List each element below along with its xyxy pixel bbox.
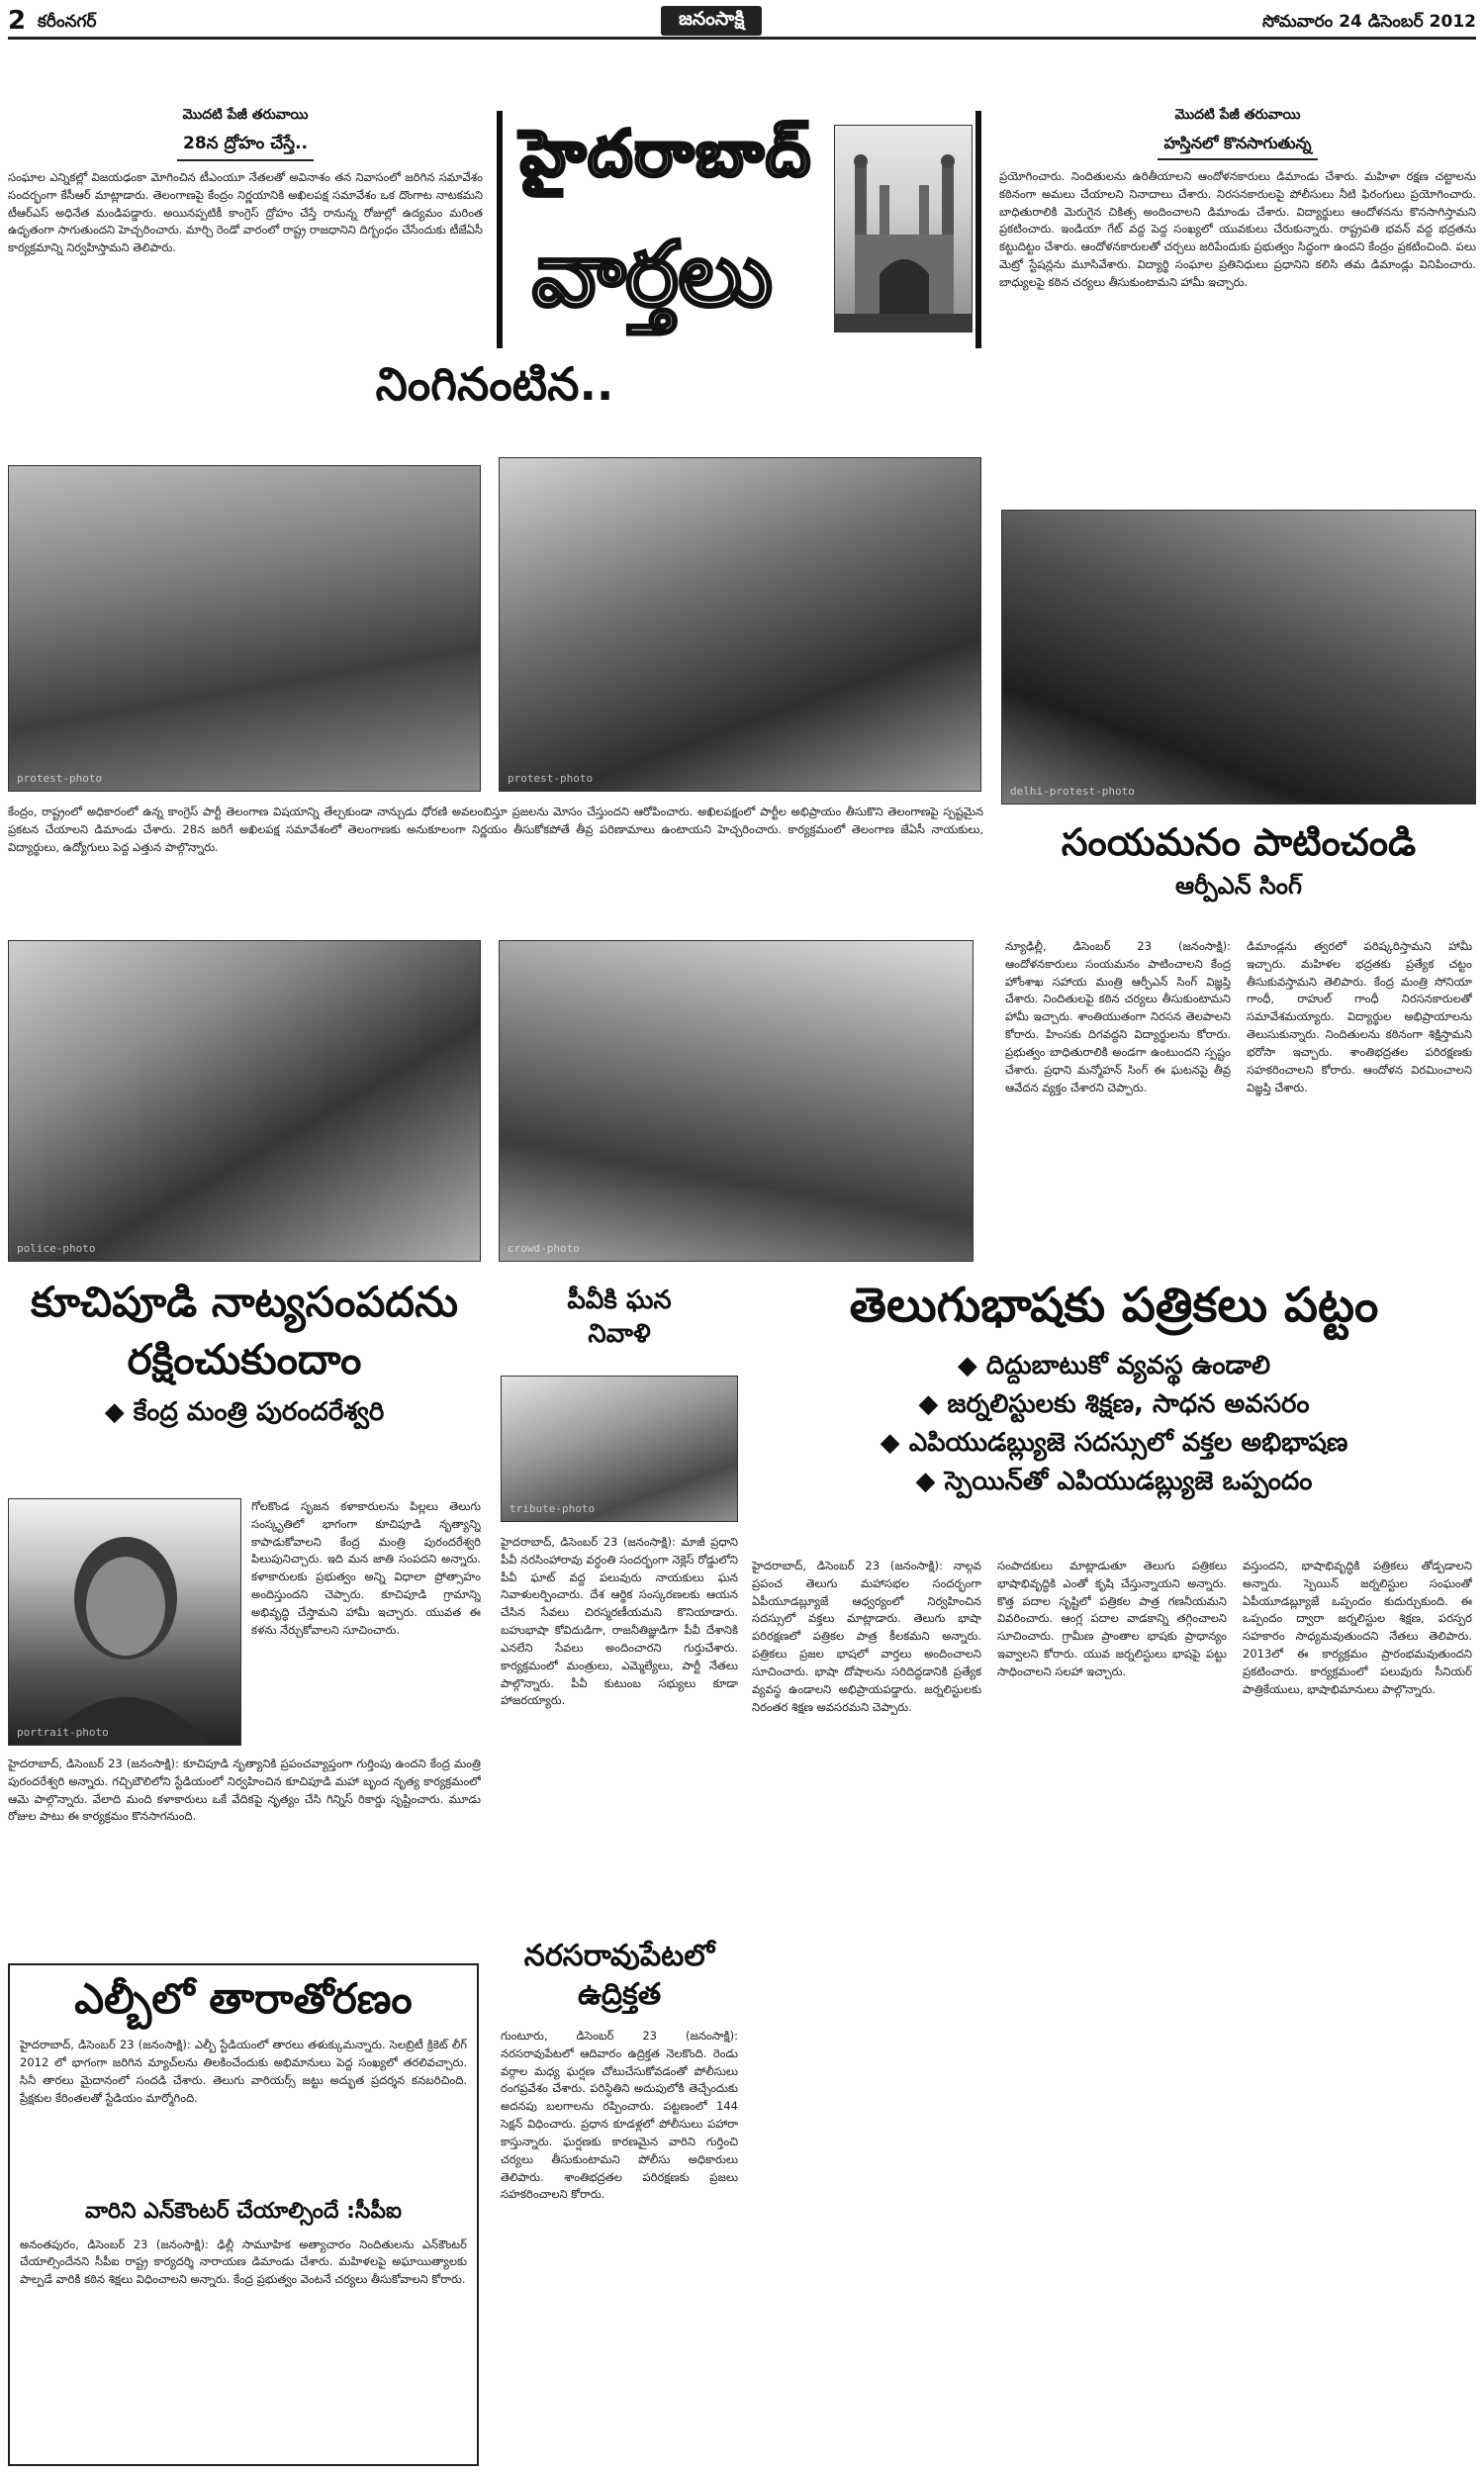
hyderabad-news-banner [497,111,981,348]
tribute-photo [501,1376,738,1522]
story-telugu [752,1279,1476,2466]
banner-title-line1: హైదరాబాద్ [520,117,813,191]
charminar-photo [834,125,973,333]
story-body: హైదరాబాద్, డిసెంబర్ 23 (జనంసాక్షి): ఎల్బీ స్టేడియంలో తారలు తళుక్కుమన్నారు. సెలబ్రిటీ క్రికెట్ లీగ్ 2012 లో భాగంగా జరిగిన మ్యాచ్‌లను తిలకించేందుకు అభిమానులు పెద్ద సంఖ్యలో తరలివచ్చారు. సినీ తారలు మైదానంలో సందడి చేశారు. తెలుగు వారియర్స్ జట్టు అద్భుత ప్రదర్శన కనబరిచింది. ప్రేక్షకుల కేరింతలతో స్టేడియం మార్మోగింది. [20,2038,467,2105]
story-body: సంఘాల ఎన్నికల్లో విజయఢంకా మోగించిన టీఎంయూ నేతలతో అవినాశం తన నివాసంలో జరిగిన సమావేశం సందర్భంగా కేసీఆర్ మాట్లాడారు. తెలంగాణపై కేంద్రం నిర్ణయానికి అఖిలపక్ష సమావేశం ఒక దొంగాట నాటకమని టీఆర్ఎస్ అధినేత మండిపడ్డారు. అయినప్పటికీ కాంగ్రెస్ ద్రోహం చేస్తే రానున్న రోజుల్లో ఉద్యమం మరింత ఉధృతంగా సాగుతుందని హెచ్చరించారు. మార్చి రెండో వారంలో రాష్ట్ర రాజధానిని దిగ్బంధం చేసేందుకు టీజేఏసీ కార్యక్రమాన్ని నిర్వహిస్తామని తెలిపారు. [8,170,483,255]
protest-photo [499,457,981,792]
section-name: కరీంనగర్ [38,12,97,32]
story-body-col1: హైదరాబాద్, డిసెంబర్ 23 (జనంసాక్షి): నాల్గవ ప్రపంచ తెలుగు మహాసభల సందర్భంగా ఏపీయూడబ్ల్యూజే ఆధ్వర్యంలో నిర్వహించిన సదస్సులో వక్తలు మాట్లాడారు. తెలుగు భాషా పరిరక్షణలో పత్రికల పాత్ర కీలకమని అన్నారు. పత్రికలు ప్రజల భాషలో వార్తలు అందించాలని సూచించారు. భాషా దోషాలను సరిదిద్దడానికి ప్రత్యేక వ్యవస్థ ఉండాలని అభిప్రాయపడ్డారు. జర్నలిస్టులకు నిరంతర శిక్షణ అవసరమని చెప్పారు. [752,1559,981,1714]
continued-kicker: మొదటి పేజీ తరువాయి [182,107,309,123]
issue-date: సోమవారం 24 డిసెంబర్ 2012 [1262,12,1476,32]
story-pv [501,1286,738,1920]
paper-logo [661,6,762,36]
story-bullets [752,1347,1476,1501]
masthead [8,6,1476,40]
photo-label: delhi-protest-photo [1010,785,1135,798]
portrait-photo [8,1498,241,1746]
story-headline-line2: రక్షించుకుందాం [127,1335,362,1384]
story-headline-line1: నరసరావుపేటలో [523,1939,715,1973]
story-body-col2: డిమాండ్లను త్వరలో పరిష్కరిస్తామని హామీ ఇచ్చారు. మహిళల భద్రతకు ప్రత్యేక చట్టం తీసుకువస్తామని తెలిపారు. కేంద్ర మంత్రి సోనియా గాంధీ, రాహుల్ గాంధీ నిరసనకారులతో సమావేశమయ్యారు. విద్యార్థుల అభిప్రాయాలను తెలుసుకున్నారు. నిందితులను కఠినంగా శిక్షిస్తామని భరోసా ఇచ్చారు. శాంతిభద్రతల పరిరక్షణకు సహకరించాలని కోరారు. ఆందోళన విరమించాలని విజ్ఞప్తి చేశారు. [1247,939,1472,1094]
story-headline-line1: కూచిపూడి నాట్యసంపదను [31,1278,458,1326]
story-bullet: ◆ స్పెయిన్‌తో ఎపియుడబ్ల్యుజె ఒప్పందం [915,1467,1313,1497]
protest-photo [8,465,481,792]
story-headline: తెలుగుభాషకు పత్రికలు పట్టం [849,1278,1379,1333]
delhi-protest-photo [1001,510,1476,805]
story-body: ప్రయోగించారు. నిందితులను ఉరితీయాలని ఆందోళనకారులు డిమాండు చేశారు. మహిళా రక్షణ చట్టాలను కఠినంగా అమలు చేయాలని నినాదాలు చేశారు. నిరసనకారులపై పోలీసులు నీటి ఫిరంగులు ప్రయోగించారు. బాధితురాలికి మెరుగైన చికిత్స అందించాలని డిమాండు చేశారు. విద్యార్థులు ఆందోళనను కొనసాగిస్తామని ప్రకటించారు. ఇండియా గేట్ వద్ద పెద్ద సంఖ్యలో యువకులు చేరుకున్నారు. రాష్ట్రపతి భవన్ వద్ద భద్రతను కట్టుదిట్టం చేశారు. ఆందోళనకారులతో చర్చలు జరిపేందుకు ప్రభుత్వం సిద్ధంగా ఉందని కేంద్రం ప్రకటించింది. పలు మెట్రో స్టేషన్లను మూసివేశారు. విద్యార్థి సంఘాల ప్రతినిధులు ప్రధానిని కలిసి తమ డిమాండ్లు వినిపించారు. బాధ్యులపై కఠిన చర్యలు తీసుకుంటామని హామీ ఇచ్చారు. [999,169,1476,289]
story-headline-line2: నివాళి [588,1318,651,1349]
story-subhead: వారిని ఎన్‌కౌంటర్ చేయాల్సిందే :సీపీఐ [84,2199,403,2225]
story-body-2: అనంతపురం, డిసెంబర్ 23 (జనంసాక్షి): ఢిల్లీ సామూహిక అత్యాచారం నిందితులను ఎన్‌కౌంటర్ చేయాల్సిందేనని సీపీఐ రాష్ట్ర కార్యదర్శి నారాయణ డిమాండు చేశారు. మహిళలపై అఘాయిత్యాలకు పాల్పడే వారికి కఠిన శిక్షలు విధించాలని అన్నారు. కేంద్ర ప్రభుత్వం వెంటనే చర్యలు తీసుకోవాలని కోరారు. [20,2236,467,2287]
photo-caption: కేంద్రం, రాష్ట్రంలో అధికారంలో ఉన్న కాంగ్రెస్ పార్టీ తెలంగాణ విషయాన్ని తేల్చకుండా నాన్చుడు ధోరణి అవలంబిస్తూ ప్రజలను మోసం చేస్తుందని ఆరోపించారు. అఖిలపక్షంలో పార్టీల అభిప్రాయం తీసుకొని తెలంగాణపై స్పష్టమైన ప్రకటన చేయాలని డిమాండు చేశారు. 28న జరిగే అఖిలపక్ష సమావేశంలో తెలంగాణకు అనుకూలంగా నిర్ణయం తీసుకోకపోతే తీవ్ర పరిణామాలు ఉంటాయని హెచ్చరించారు. కార్యక్రమంలో తెలంగాణ జేఏసీ నాయకులు, విద్యార్థులు, ఉద్యోగులు పెద్ద ఎత్తున పాల్గొన్నారు. [8,805,983,854]
story-body-main: హైదరాబాద్, డిసెంబర్ 23 (జనంసాక్షి): కూచిపూడి నృత్యానికి ప్రపంచవ్యాప్తంగా గుర్తింపు ఉందని కేంద్ర మంత్రి పురందరేశ్వరి అన్నారు. గచ్చిబౌలిలోని స్టేడియంలో నిర్వహించిన కూచిపూడి మహా బృంద నృత్య కార్యక్రమంలో ఆమె పాల్గొన్నారు. వేలాది మంది కళాకారులు ఒకే వేదికపై నృత్యం చేసి గిన్నిస్ రికార్డు సృష్టించారు. మూడు రోజుల పాటు ఈ కార్యక్రమం కొనసాగనుంది. [8,1757,481,1824]
story-headline: సంయమనం పాటించండి [1061,820,1417,864]
story-subhead: 28న ద్రోహం చేస్తే.. [177,134,314,161]
photo-label: police-photo [17,1242,96,1255]
story-deck: ◆ కేంద్ర మంత్రి పురందరేశ్వరి [104,1396,385,1427]
story-headline: ఎల్బీలో తారాతోరణం [74,1974,413,2023]
police-photo [8,940,481,1262]
continued-kicker: మొదటి పేజీ తరువాయి [1174,107,1301,123]
story-kuchipudi [8,1279,481,1961]
story-body-side: గోలకొండ సృజన కళాకారులను పిల్లలు తెలుగు సంస్కృతిలో భాగంగా కూచిపూడి నృత్యాన్ని కాపాడుకోవాలని కేంద్ర మంత్రి పురందరేశ్వరి పిలుపునిచ్చారు. ఇది మన జాతి సంపదని అన్నారు. కళాకారులకు ప్రభుత్వం అన్ని విధాలా ప్రోత్సాహం అందిస్తుందని చెప్పారు. కూచిపూడి గ్రామాన్ని అభివృద్ధి చేస్తామని హామీ ఇచ్చారు. యువత ఈ కళను నేర్చుకోవాలని సూచించారు. [251,1499,481,1637]
story-body-col2: సంపాదకులు మాట్లాడుతూ తెలుగు పత్రికలు భాషాభివృద్ధికి ఎంతో కృషి చేస్తున్నాయని అన్నారు. కొత్త పదాల సృష్టిలో పత్రికల పాత్ర గణనీయమని వివరించారు. ఆంగ్ల పదాల వాడకాన్ని తగ్గించాలని సూచించారు. గ్రామీణ ప్రాంతాల భాషకు ప్రాధాన్యం ఇవ్వాలని కోరారు. యువ జర్నలిస్టులు భాషపై పట్టు సాధించాలని సలహా ఇచ్చారు. [997,1559,1227,1678]
story-bullet: ◆ జర్నలిస్టులకు శిక్షణ, సాధన అవసరం [918,1389,1310,1420]
story-bullet: ◆ దిద్దుబాటుకో వ్యవస్థ ఉండాలి [957,1351,1271,1381]
story-headline-line2: ఉద్రిక్తత [577,1976,662,2012]
story-body-col3: వస్తుందని, భాషాభివృద్ధికి పత్రికలు తోడ్పడాలని అన్నారు. స్పెయిన్ జర్నలిస్టుల సంఘంతో ఏపీయూడబ్ల్యూజే ఒప్పందం కుదుర్చుకుంది. ఈ ఒప్పందం ద్వారా జర్నలిస్టుల శిక్షణ, పరస్పర సహకారం సాధ్యమవుతుందని నేతలు తెలిపారు. 2013లో ఈ కార్యక్రమం ప్రారంభమవుతుందని ప్రకటించారు. కార్యక్రమంలో పలువురు సీనియర్ పాత్రికేయులు, భాషాభిమానులు పాల్గొన్నారు. [1243,1559,1472,1696]
story-headline-line1: పీవీకి ఘన [567,1285,672,1315]
photo-label: protest-photo [17,772,103,785]
headline-sky: నింగినంటిన.. [375,357,614,411]
story-lb-stadium [8,1963,479,2466]
story-continued-right [999,107,1476,503]
photo-label: protest-photo [508,772,594,785]
photo-label: portrait-photo [17,1726,109,1739]
charminar-icon [835,126,973,333]
story-body: హైదరాబాద్, డిసెంబర్ 23 (జనంసాక్షి): మాజీ ప్రధాని పీవీ నరసింహారావు వర్ధంతి సందర్భంగా నెక్లెస్ రోడ్డులోని పీవీ ఘాట్ వద్ద పలువురు నాయకులు ఘన నివాళులర్పించారు. దేశ ఆర్థిక సంస్కరణలకు ఆయన చేసిన సేవలు చిరస్మరణీయమని కొనియాడారు. బహుభాషా కోవిదుడిగా, రాజనీతిజ్ఞుడిగా పీవీ దేశానికి ఎనలేని సేవలు అందించారని గుర్తుచేశారు. కార్యక్రమంలో మంత్రులు, ఎమ్మెల్యేలు, పార్టీ నేతలు పాల్గొన్నారు. పీవీ కుటుంబ సభ్యులు కూడా హాజరయ్యారు. [501,1535,738,1708]
photo-label: crowd-photo [508,1242,580,1255]
crowd-photo [499,940,974,1262]
paper-name: జనంసాక్షి [679,8,745,30]
story-narasaraopet [501,1940,738,2464]
story-bullet: ◆ ఎపియుడబ్ల్యుజె సదస్సులో వక్తల అభిభాషణ [880,1428,1348,1459]
page-number: 2 [8,6,27,36]
photo-label: tribute-photo [510,1502,596,1515]
story-continued-left [8,107,483,344]
story-singh [1001,821,1476,1237]
story-byline: ఆర్పీఎన్ సింగ్ [1175,871,1302,900]
banner-title-line2: వార్తలు [532,222,773,327]
story-body: గుంటూరు, డిసెంబర్ 23 (జనంసాక్షి): నరసరావుపేటలో ఆదివారం ఉద్రిక్తత నెలకొంది. రెండు వర్గాల మధ్య ఘర్షణ చోటుచేసుకోవడంతో పోలీసులు రంగప్రవేశం చేశారు. పరిస్థితిని అదుపులోకి తెచ్చేందుకు అదనపు బలగాలను రప్పించారు. పట్టణంలో 144 సెక్షన్ విధించారు. ప్రధాన కూడళ్లలో పోలీసులు పహారా కాస్తున్నారు. ఘర్షణకు కారణమైన వారిని గుర్తించి చర్యలు తీసుకుంటామని పోలీసు అధికారులు తెలిపారు. శాంతిభద్రతల పరిరక్షణకు ప్రజలు సహకరించాలని కోరారు. [501,2029,738,2202]
story-subhead: హస్తినలో కొనసాగుతున్న [1158,134,1317,160]
story-body-col1: న్యూఢిల్లీ, డిసెంబర్ 23 (జనంసాక్షి): ఆందోళనకారులు సంయమనం పాటించాలని కేంద్ర హోంశాఖ సహాయ మంత్రి ఆర్పీఎన్ సింగ్ విజ్ఞప్తి చేశారు. నిందితులపై కఠిన చర్యలు తీసుకుంటామని హామీ ఇచ్చారు. శాంతియుతంగా నిరసన తెలపాలని కోరారు. హింసకు దిగవద్దని విద్యార్థులను కోరారు. ప్రభుత్వం బాధితురాలికి అండగా ఉంటుందని స్పష్టం చేశారు. ప్రధాని మన్మోహన్ సింగ్ ఈ ఘటనపై తీవ్ర ఆవేదన వ్యక్తం చేశారని చెప్పారు. [1005,939,1231,1094]
person-icon [9,1499,241,1746]
